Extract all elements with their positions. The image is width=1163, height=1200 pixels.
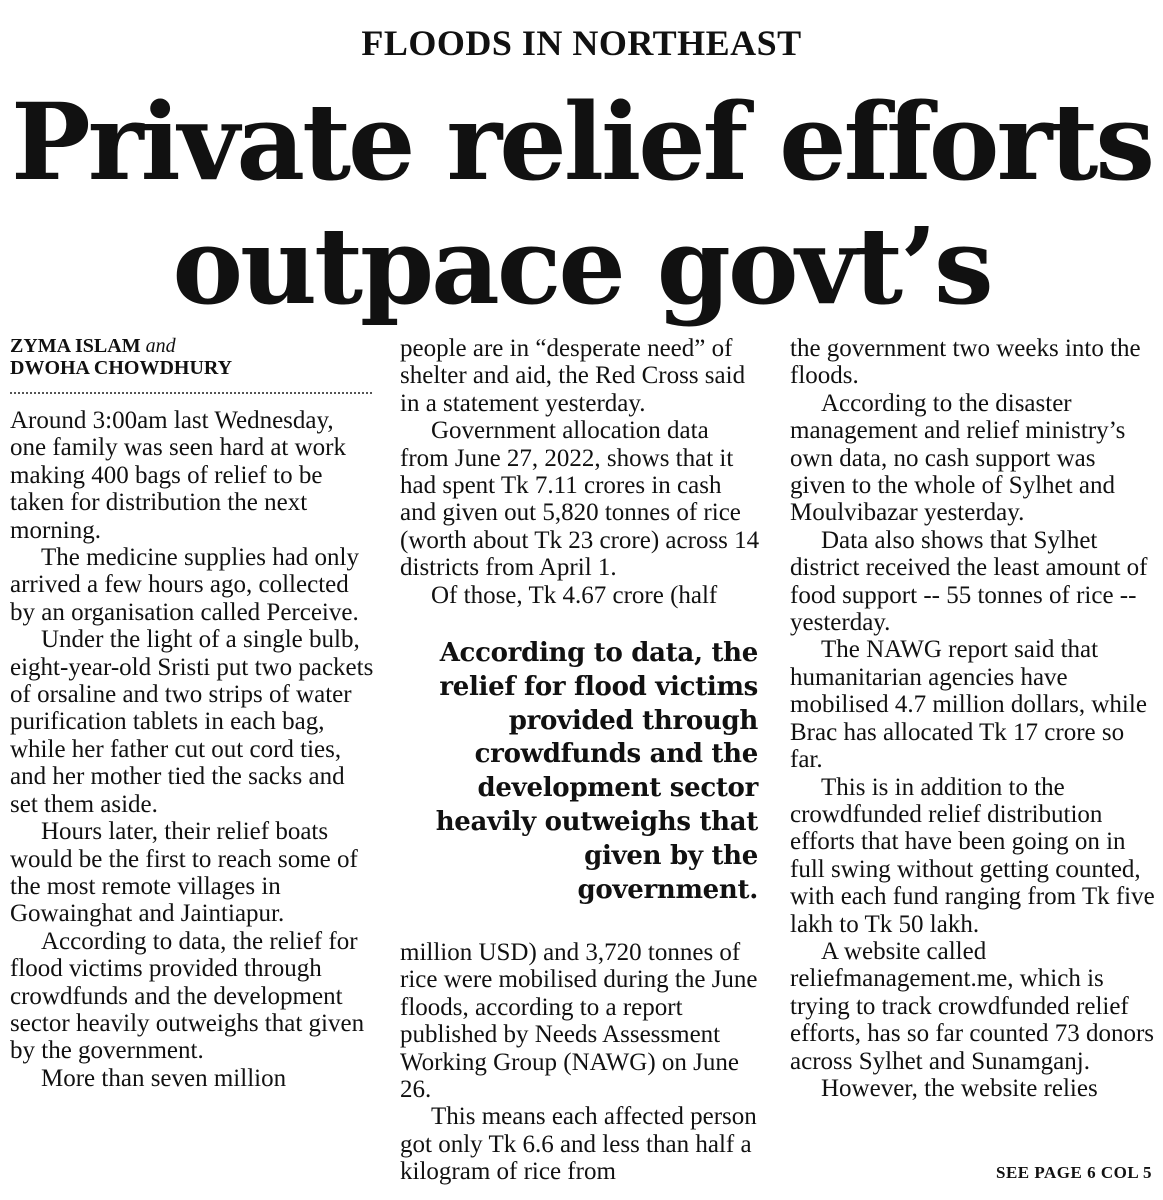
byline [10, 335, 374, 379]
byline-author-2: DWOHA CHOWDHURY [10, 357, 233, 379]
headline [0, 80, 1163, 328]
paragraph: million USD) and 3,720 tonnes of rice were mobilised during the June floods, according to a report published by Needs Assessment Working Group (NAWG) on June 26. [400, 939, 758, 1104]
column-1 [10, 407, 374, 1092]
paragraph: The medicine supplies had only arrived a few hours ago, collected by an organisation called Perceive. [10, 544, 359, 626]
paragraph: A website called reliefmanagement.me, which is trying to track crowdfunded relief efforts, has so far counted 73 donors across Sylhet and Sunamganj. [790, 937, 1155, 1075]
headline-line-2: outpace govt’s [172, 203, 991, 328]
paragraph: Under the light of a single bulb, eight-year-old Sristi put two packets of orsaline and two strips of water purification tablets in each bag, while her father cut out cord ties, and her mother tied the sacks and set them aside. [10, 626, 374, 818]
paragraph: According to the disaster management and relief ministry’s own data, no cash support was given to the whole of Sylhet and Moulvibazar yesterday. [790, 389, 1126, 527]
paragraph: Of those, Tk 4.67 crore (half [431, 581, 718, 609]
paragraph: Around 3:00am last Wednesday, one family was seen hard at work making 400 bags of relief to be taken for distribution the next morning. [10, 407, 346, 544]
pull-quote: According to data, the relief for flood victims provided through crowdfunds and the development sector heavily outweighs that given by the government. [435, 638, 758, 905]
paragraph: Hours later, their relief boats would be the first to reach some of the most remote villages in Gowainghat and Jaintiapur. [10, 818, 358, 928]
column-2-top [400, 335, 762, 609]
paragraph: people are in “desperate need” of shelter and aid, the Red Cross said in a statement yesterday. [400, 335, 746, 417]
paragraph: According to data, the relief for flood victims provided through crowdfunds and the development sector heavily outweighs that given by the government. [10, 927, 365, 1065]
paragraph: More than seven million [41, 1064, 287, 1092]
headline-line-1: Private relief efforts [11, 79, 1152, 204]
paragraph: the government two weeks into the floods. [790, 335, 1141, 390]
column-2-bottom [400, 939, 762, 1186]
paragraph: This means each affected person got only Tk 6.6 and less than half a kilogram of rice from [400, 1103, 757, 1186]
column-3 [790, 335, 1156, 1102]
byline-conjunction: and [145, 335, 176, 357]
jump-line: SEE PAGE 6 COL 5 [996, 1163, 1152, 1182]
section-kicker: FLOODS IN NORTHEAST [361, 23, 802, 63]
paragraph: The NAWG report said that humanitarian agencies have mobilised 4.7 million dollars, while Brac has allocated Tk 17 crore so far. [790, 636, 1147, 774]
byline-author-1: ZYMA ISLAM [10, 335, 141, 357]
paragraph: This is in addition to the crowdfunded relief distribution efforts that have been going on in full swing without getting counted, with each fund ranging from Tk five lakh to Tk 50 lakh. [790, 773, 1155, 938]
paragraph: However, the website relies [821, 1074, 1098, 1102]
paragraph: Government allocation data from June 27, 2022, shows that it had spent Tk 7.11 crores in cash and given out 5,820 tonnes of rice (worth about Tk 23 crore) across 14 districts from April 1. [400, 417, 760, 582]
byline-divider [10, 392, 372, 394]
paragraph: Data also shows that Sylhet district received the least amount of food support -- 55 tonnes of rice -- yesterday. [790, 526, 1148, 637]
